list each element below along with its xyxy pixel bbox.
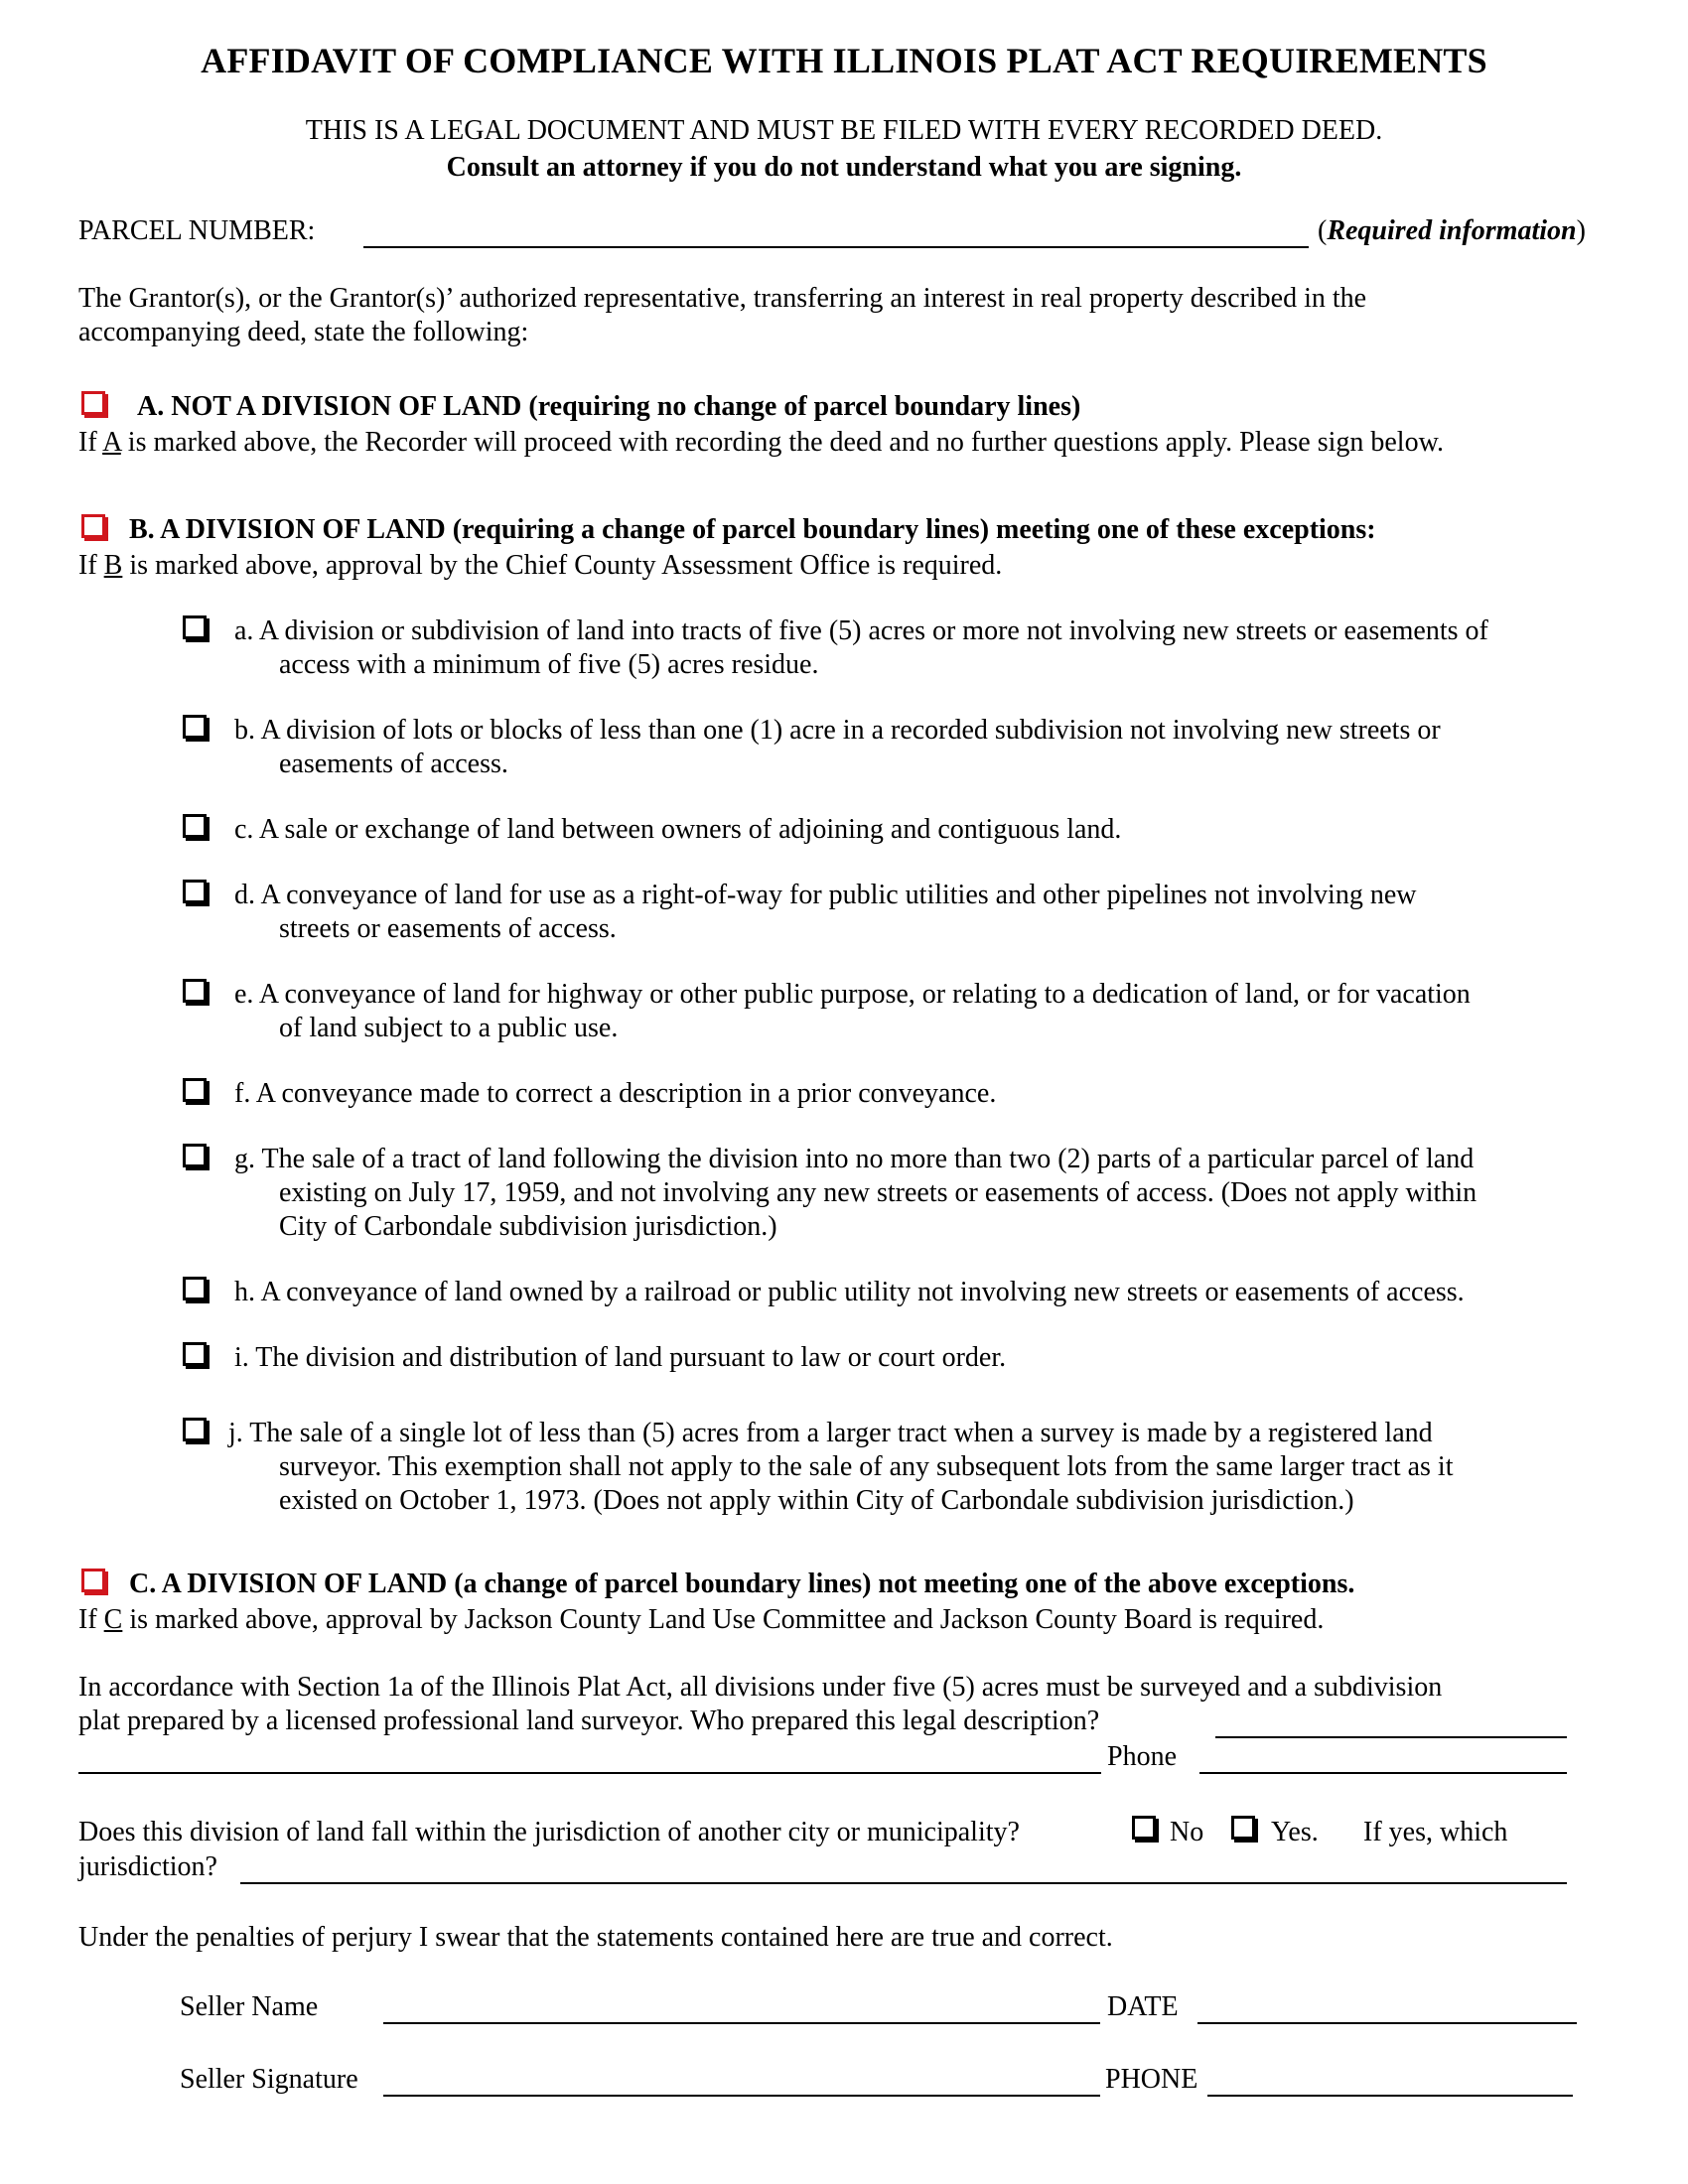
exception-e-line-2: of land subject to a public use. (279, 1013, 619, 1043)
exception-h-line-1: h. A conveyance of land owned by a railroad or public utility not involving new streets or easements of access. (234, 1277, 1465, 1307)
exception-b-line-2: easements of access. (279, 749, 508, 779)
exception-d-line-2: streets or easements of access. (279, 913, 617, 944)
exception-j-line-2: surveyor. This exemption shall not apply to the sale of any subsequent lots from the same larger tract as it (279, 1451, 1454, 1482)
attorney-notice: Consult an attorney if you do not understand what you are signing. (446, 152, 1242, 183)
intro-line-2: accompanying deed, state the following: (78, 317, 529, 347)
exception-i-line-1: i. The division and distribution of land pursuant to law or court order. (234, 1342, 1007, 1373)
seller-signature-label: Seller Signature (180, 2064, 358, 2095)
exception-c-line-1: c. A sale or exchange of land between owners of adjoining and contiguous land. (234, 814, 1122, 845)
survey-line-1: In accordance with Section 1a of the Illinois Plat Act, all divisions under five (5) acres must be surveyed and a subdivision (78, 1672, 1443, 1703)
section-a-heading: A. NOT A DIVISION OF LAND (requiring no change of parcel boundary lines) (137, 391, 1081, 422)
exception-g-checkbox[interactable] (183, 1144, 207, 1167)
section-b-checkbox[interactable] (81, 514, 105, 538)
exception-j-checkbox[interactable] (183, 1418, 207, 1441)
jurisdiction-yes-checkbox[interactable] (1231, 1816, 1255, 1840)
section-c-checkbox[interactable] (81, 1569, 105, 1592)
exception-a-checkbox[interactable] (183, 615, 207, 639)
exception-b-checkbox[interactable] (183, 715, 207, 739)
intro-line-1: The Grantor(s), or the Grantor(s)’ authorized representative, transferring an interest in real property described in the (78, 283, 1367, 314)
parcel-number-label: PARCEL NUMBER: (78, 215, 316, 246)
phone-signature-label: PHONE (1105, 2064, 1198, 2095)
section-b-heading: B. A DIVISION OF LAND (requiring a change of parcel boundary lines) meeting one of these exceptions: (129, 514, 1376, 545)
date-field[interactable] (1197, 2022, 1577, 2024)
section-c-note: If C is marked above, approval by Jackson County Land Use Committee and Jackson County Board is required. (78, 1604, 1325, 1635)
exception-j-line-1: j. The sale of a single lot of less than (5) acres from a larger tract when a survey is made by a registered land (228, 1418, 1433, 1448)
exception-f-checkbox[interactable] (183, 1078, 207, 1102)
phone-label: Phone (1107, 1741, 1177, 1772)
section-b-note: If B is marked above, approval by the Chief County Assessment Office is required. (78, 550, 1003, 581)
exception-f-line-1: f. A conveyance made to correct a description in a prior conveyance. (234, 1078, 997, 1109)
seller-name-label: Seller Name (180, 1991, 319, 2022)
seller-signature-field[interactable] (383, 2095, 1100, 2097)
exception-d-line-1: d. A conveyance of land for use as a right-of-way for public utilities and other pipelines not involving new (234, 880, 1417, 910)
exception-a-line-2: access with a minimum of five (5) acres residue. (279, 649, 819, 680)
date-label: DATE (1107, 1991, 1179, 2022)
jurisdiction-label: jurisdiction? (78, 1851, 217, 1882)
exception-g-line-2: existing on July 17, 1959, and not involving any new streets or easements of access. (Does not apply within (279, 1177, 1477, 1208)
preparer-field[interactable] (1215, 1736, 1567, 1738)
exception-a-line-1: a. A division or subdivision of land into tracts of five (5) acres or more not involving new streets or easements of (234, 615, 1488, 646)
jurisdiction-question: Does this division of land fall within the jurisdiction of another city or municipality? (78, 1817, 1020, 1847)
jurisdiction-no-label: No (1170, 1817, 1204, 1847)
jurisdiction-field[interactable] (240, 1882, 1567, 1884)
parcel-number-field[interactable] (363, 246, 1309, 248)
section-a-note: If A is marked above, the Recorder will proceed with recording the deed and no further questions apply. Please sign below. (78, 427, 1444, 458)
jurisdiction-yes-label: Yes. (1271, 1817, 1319, 1847)
legal-notice: THIS IS A LEGAL DOCUMENT AND MUST BE FILED WITH EVERY RECORDED DEED. (305, 115, 1383, 146)
exception-g-line-1: g. The sale of a tract of land following the division into no more than two (2) parts of a particular parcel of land (234, 1144, 1475, 1174)
section-c-heading: C. A DIVISION OF LAND (a change of parcel boundary lines) not meeting one of the above exceptions. (129, 1569, 1355, 1599)
exception-c-checkbox[interactable] (183, 814, 207, 838)
preparer-field-continued[interactable] (78, 1772, 1101, 1774)
exception-e-checkbox[interactable] (183, 979, 207, 1003)
exception-i-checkbox[interactable] (183, 1342, 207, 1366)
required-info-note: (Required information) (1318, 215, 1586, 246)
survey-line-2: plat prepared by a licensed professional land surveyor. Who prepared this legal description? (78, 1706, 1100, 1736)
exception-g-line-3: City of Carbondale subdivision jurisdiction.) (279, 1211, 777, 1242)
exception-j-line-3: existed on October 1, 1973. (Does not apply within City of Carbondale subdivision jurisdiction.) (279, 1485, 1354, 1516)
seller-name-field[interactable] (383, 2022, 1100, 2024)
exception-b-line-1: b. A division of lots or blocks of less than one (1) acre in a recorded subdivision not involving new streets or (234, 715, 1441, 746)
phone-field[interactable] (1207, 2095, 1573, 2097)
page-title: AFFIDAVIT OF COMPLIANCE WITH ILLINOIS PLAT ACT REQUIREMENTS (201, 41, 1487, 80)
exception-e-line-1: e. A conveyance of land for highway or other public purpose, or relating to a dedication of land, or for vacation (234, 979, 1471, 1010)
section-a-checkbox[interactable] (81, 391, 105, 415)
perjury-statement: Under the penalties of perjury I swear that the statements contained here are true and correct. (78, 1922, 1113, 1953)
jurisdiction-which-label: If yes, which (1363, 1817, 1508, 1847)
exception-d-checkbox[interactable] (183, 880, 207, 903)
jurisdiction-no-checkbox[interactable] (1132, 1816, 1156, 1840)
exception-h-checkbox[interactable] (183, 1277, 207, 1300)
preparer-phone-field[interactable] (1199, 1772, 1567, 1774)
